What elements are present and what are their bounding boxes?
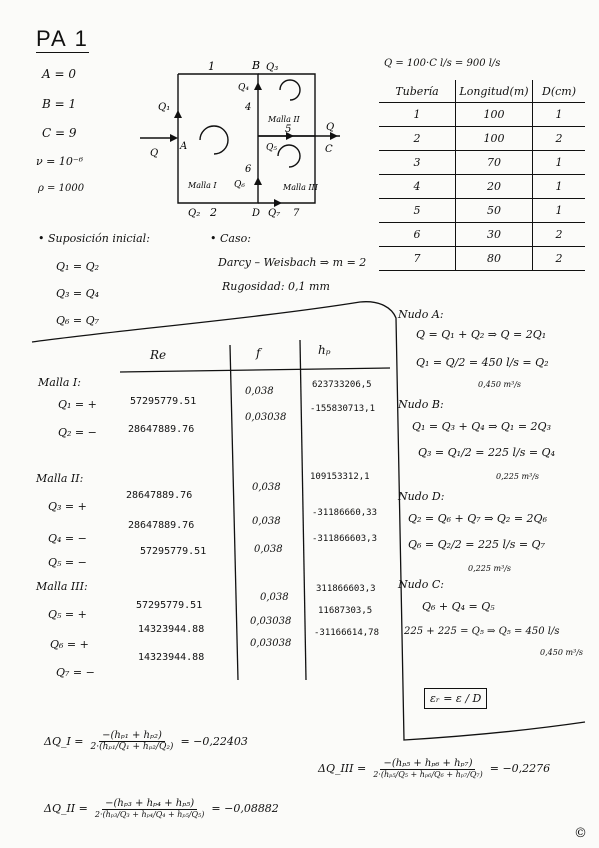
cell: 7: [379, 247, 456, 271]
delta-q-3-num: −(hₚ₅ + hₚ₆ + hₚ₇): [380, 758, 475, 770]
result-row-hp: -31186660,33: [312, 508, 378, 518]
result-row-hp: -31166614,78: [314, 628, 380, 638]
delta-q-3: [318, 758, 550, 779]
corner-mark: ©: [574, 826, 587, 841]
result-row-re: 14323944.88: [138, 652, 205, 663]
nudo-b-line-3: 0,225 m³/s: [496, 472, 540, 481]
param-c: C = 9: [42, 126, 77, 140]
result-row-name: Q₇ = −: [56, 666, 95, 679]
result-row-hp: 109153312,1: [310, 472, 370, 482]
delta-q-2-value: = −0,08882: [211, 802, 279, 815]
result-row-hp: -155830713,1: [310, 404, 376, 414]
cell: 100: [456, 127, 533, 151]
nudo-c-line-1: Q₆ + Q₄ = Q₅: [422, 600, 495, 613]
header-hp: hₚ: [318, 343, 331, 357]
node-b-label: B: [252, 60, 261, 72]
pipe-7-label: 7: [293, 208, 300, 219]
pipe-6-label: 6: [245, 164, 252, 175]
nudo-a-title: Nudo A:: [398, 308, 444, 321]
cell: 2: [533, 127, 586, 151]
result-row-hp: 11687303,5: [318, 606, 373, 616]
cell: 2: [533, 247, 586, 271]
malla-2-label: Malla II: [268, 115, 300, 124]
header-re: Re: [150, 348, 167, 362]
delta-q-2-num: −(hₚ₃ + hₚ₄ + hₚ₅): [102, 798, 197, 810]
result-row-hp: 623733206,5: [312, 380, 372, 390]
param-b: B = 1: [42, 97, 77, 111]
result-row-name: Q₂ = −: [58, 426, 97, 439]
cell: 6: [379, 223, 456, 247]
result-row-re: 28647889.76: [128, 424, 195, 435]
nudo-b-line-2: Q₃ = Q₁/2 = 225 l/s = Q₄: [418, 446, 555, 459]
caso-line-2: Rugosidad: 0,1 mm: [222, 280, 330, 293]
cell: 80: [456, 247, 533, 271]
cell: 4: [379, 175, 456, 199]
result-row-f: 0,038: [254, 544, 283, 555]
result-row-name: Q₆ = +: [50, 638, 89, 651]
page-title: PA 1: [36, 26, 89, 51]
cell: 70: [456, 151, 533, 175]
epsilon-formula: εᵣ = ε / D: [430, 692, 482, 705]
flow-equation: Q = 100·C l/s = 900 l/s: [384, 58, 501, 69]
delta-q-3-lhs: ΔQ_III =: [318, 762, 367, 775]
result-row-name: Q₁ = +: [58, 398, 97, 411]
q-in-label: Q: [150, 148, 159, 159]
cell: 1: [533, 151, 586, 175]
nudo-b-title: Nudo B:: [398, 398, 444, 411]
nudo-c-line-3: 0,450 m³/s: [540, 648, 584, 657]
nudo-d-line-2: Q₆ = Q₂/2 = 225 l/s = Q₇: [408, 538, 545, 551]
malla-3-title: Malla III:: [36, 580, 88, 593]
malla-3-label: Malla III: [283, 183, 318, 192]
node-d-label: D: [252, 208, 261, 219]
delta-q-3-value: = −0,2276: [489, 762, 551, 775]
q5-label: Q₅: [266, 143, 277, 153]
cell: 5: [379, 199, 456, 223]
malla-2-title: Malla II:: [36, 472, 84, 485]
result-row-re: 14323944.88: [138, 624, 205, 635]
nudo-a-line-2: Q₁ = Q/2 = 450 l/s = Q₂: [416, 356, 549, 369]
nudo-b-line-1: Q₁ = Q₃ + Q₄ ⇒ Q₁ = 2Q₃: [412, 420, 551, 433]
q6-label: Q₆: [234, 180, 245, 190]
delta-q-3-fraction: [370, 758, 486, 779]
cell: 1: [533, 199, 586, 223]
cell: 20: [456, 175, 533, 199]
cell: 30: [456, 223, 533, 247]
cell: 1: [379, 103, 456, 127]
result-row-name: Q₅ = −: [48, 556, 87, 569]
result-row-re: 28647889.76: [126, 490, 193, 501]
result-row-hp: -311866603,3: [312, 534, 378, 544]
delta-q-2-lhs: ΔQ_II =: [44, 802, 88, 815]
q3-label: Q₃: [266, 62, 279, 73]
result-row-f: 0,038: [245, 386, 274, 397]
delta-q-1-den: 2·(hₚ₁/Q₁ + hₚ₂/Q₂): [90, 742, 174, 752]
pipe-2-label: 2: [210, 206, 217, 219]
q-out-label: Q: [326, 122, 335, 133]
delta-q-1-lhs: ΔQ_I =: [44, 734, 84, 748]
cell: 2: [379, 127, 456, 151]
result-row-name: Q₄ = −: [48, 532, 87, 545]
caso-line-1: Darcy – Weisbach ⇒ m = 2: [218, 256, 367, 269]
cell: 100: [456, 103, 533, 127]
cell: 50: [456, 199, 533, 223]
result-row-f: 0,038: [252, 516, 281, 527]
delta-q-3-den: 2·(hₚ₅/Q₅ + hₚ₆/Q₆ + hₚ₇/Q₇): [373, 770, 483, 779]
suposicion-item-1: Q₁ = Q₂: [56, 260, 100, 273]
cell: 2: [533, 223, 586, 247]
nudo-d-line-3: 0,225 m³/s: [468, 564, 512, 573]
nudo-a-line-1: Q = Q₁ + Q₂ ⇒ Q = 2Q₁: [416, 328, 547, 341]
q7-label: Q₇: [268, 208, 281, 219]
result-row-re: 57295779.51: [136, 600, 203, 611]
result-row-re: 28647889.76: [128, 520, 195, 531]
delta-q-2: [44, 798, 279, 819]
q2-label: Q₂: [188, 208, 201, 219]
q1-label: Q₁: [158, 102, 171, 113]
nudo-d-title: Nudo D:: [398, 490, 445, 503]
result-row-f: 0,038: [252, 482, 281, 493]
delta-q-1-value: = −0,22403: [180, 734, 248, 748]
header-tuberia: Tubería: [379, 80, 456, 103]
param-rho: ρ = 1000: [38, 183, 85, 194]
caso-title: • Caso:: [210, 232, 251, 245]
suposicion-title: • Suposición inicial:: [38, 232, 150, 245]
pipe-1-label: 1: [208, 60, 215, 73]
q4-label: Q₄: [238, 83, 249, 93]
suposicion-item-3: Q₆ = Q₇: [56, 314, 100, 327]
header-f: f: [256, 346, 261, 360]
result-row-f: 0,038: [260, 592, 289, 603]
malla-1-title: Malla I:: [38, 376, 81, 389]
pipe-4-label: 4: [245, 102, 252, 113]
result-row-re: 57295779.51: [130, 396, 197, 407]
nudo-a-line-3: 0,450 m³/s: [478, 380, 522, 389]
result-row-hp: 311866603,3: [316, 584, 376, 594]
delta-q-1: [44, 730, 248, 752]
nudo-c-line-2: 225 + 225 = Q₅ ⇒ Q₅ = 450 l/s: [404, 626, 560, 637]
result-row-re: 57295779.51: [140, 546, 207, 557]
result-row-name: Q₃ = +: [48, 500, 87, 513]
suposicion-item-2: Q₃ = Q₄: [56, 287, 100, 300]
malla-1-label: Malla I: [188, 181, 217, 190]
pipe-5-label: 5: [285, 124, 292, 135]
nudo-c-title: Nudo C:: [398, 578, 444, 591]
delta-q-1-fraction: [88, 730, 177, 752]
header-diametro: D(cm): [533, 80, 586, 103]
result-row-name: Q₅ = +: [48, 608, 87, 621]
delta-q-2-fraction: [92, 798, 208, 819]
header-longitud: Longitud(m): [456, 80, 533, 103]
cell: 1: [533, 175, 586, 199]
result-row-f: 0,03038: [250, 638, 292, 649]
nudo-d-line-1: Q₂ = Q₆ + Q₇ ⇒ Q₂ = 2Q₆: [408, 512, 547, 525]
param-a: A = 0: [42, 67, 76, 81]
cell: 1: [533, 103, 586, 127]
node-c-label: C: [325, 144, 333, 155]
epsilon-box: [424, 688, 487, 709]
param-nu: ν = 10⁻⁶: [36, 155, 84, 168]
delta-q-2-den: 2·(hₚ₃/Q₃ + hₚ₄/Q₄ + hₚ₅/Q₅): [94, 810, 205, 819]
result-row-f: 0,03038: [245, 412, 287, 423]
result-row-f: 0,03038: [250, 616, 292, 627]
delta-q-1-num: −(hₚ₁ + hₚ₂): [99, 730, 165, 742]
node-a-label: A: [180, 141, 188, 152]
cell: 3: [379, 151, 456, 175]
